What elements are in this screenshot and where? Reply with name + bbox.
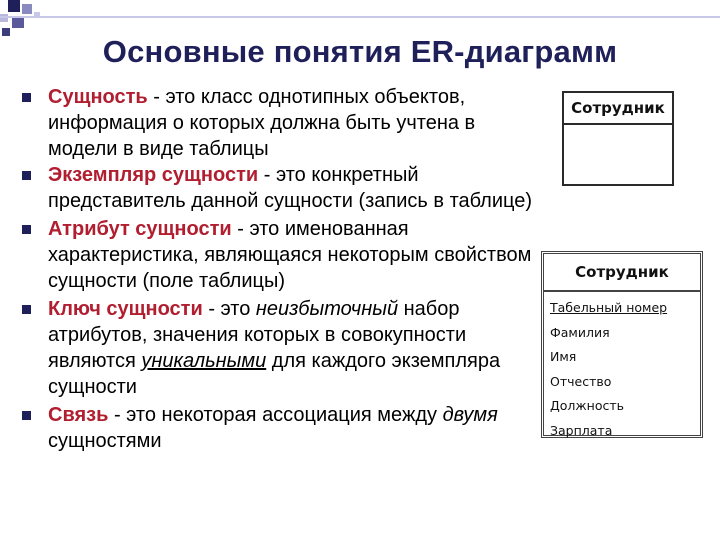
attribute: Имя bbox=[550, 349, 577, 364]
attribute-key: Табельный номер bbox=[550, 300, 668, 315]
underlined-word: уникальными bbox=[141, 350, 267, 372]
bullet-marker bbox=[22, 171, 31, 180]
term: Экземпляр сущности bbox=[48, 164, 259, 186]
term: Атрибут сущности bbox=[48, 218, 232, 240]
page-title: Основные понятия ER-диаграмм bbox=[102, 34, 618, 69]
bullet-marker bbox=[22, 411, 31, 420]
attribute: Отчество bbox=[550, 373, 612, 389]
bullet-marker bbox=[22, 93, 31, 102]
definition-text: - это некоторая ассоциация между bbox=[108, 404, 443, 426]
attribute: Должность bbox=[550, 398, 625, 413]
header-rule bbox=[0, 16, 720, 18]
bullet-marker bbox=[22, 225, 31, 234]
list-item bbox=[22, 84, 542, 162]
attribute: Зарплата bbox=[550, 422, 613, 438]
list-item bbox=[22, 162, 542, 214]
definition-text: для каждого экземпляра сущности bbox=[48, 350, 501, 398]
list-item bbox=[22, 296, 542, 400]
list-item bbox=[22, 402, 542, 454]
entity-box-simple bbox=[562, 91, 674, 186]
definition-text: набор атрибутов, значения которых в совокупности являются bbox=[48, 298, 467, 372]
attribute: Фамилия bbox=[550, 324, 610, 340]
italic-word: двумя bbox=[442, 404, 498, 426]
term: Сущность bbox=[48, 86, 148, 108]
bullet-marker bbox=[22, 305, 31, 314]
definition-text: сущностями bbox=[48, 430, 162, 452]
definition-text: - это конкретный представитель данной сущности (запись в таблице) bbox=[48, 164, 533, 212]
entity-box-detailed bbox=[541, 251, 703, 438]
definition-text: - это bbox=[202, 298, 256, 320]
definition-text: - это именованная характеристика, являющаяся некоторым свойством сущности (поле таблицы) bbox=[48, 218, 532, 292]
term: Связь bbox=[48, 404, 109, 426]
italic-word: неизбыточный bbox=[255, 298, 399, 320]
definitions-list bbox=[22, 84, 542, 454]
list-item bbox=[22, 216, 542, 294]
definition-text: - это класс однотипных объектов, информация о которых должна быть учтена в модели в виде таблицы bbox=[48, 86, 476, 160]
entity-name: Сотрудник bbox=[564, 93, 672, 125]
attribute-list bbox=[544, 292, 700, 443]
term: Ключ сущности bbox=[48, 298, 203, 320]
entity-name: Сотрудник bbox=[544, 254, 700, 292]
